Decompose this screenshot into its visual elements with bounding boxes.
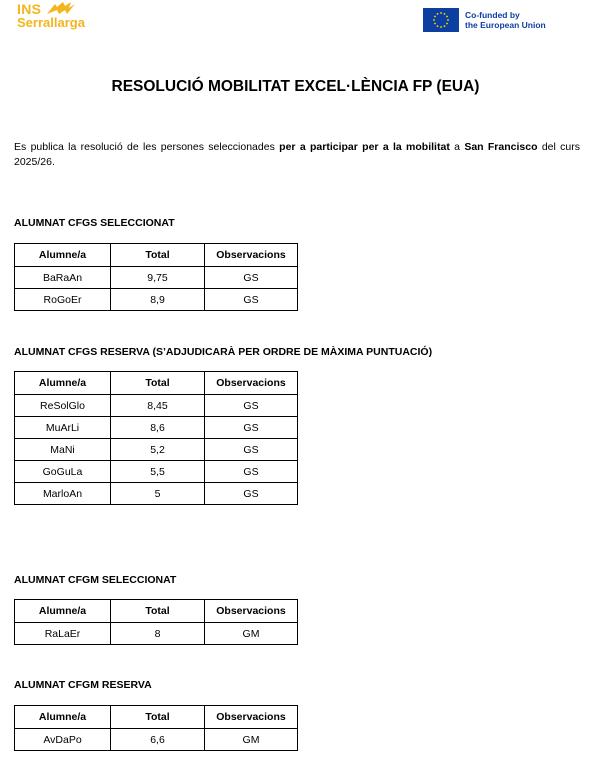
cell-student: GoGuLa	[15, 461, 111, 483]
cell-student: AvDaPo	[15, 729, 111, 751]
intro-part3: del curs 2025/26.	[14, 141, 580, 168]
eu-line-1: Co-funded by	[465, 10, 520, 20]
school-logo-line1: INS	[17, 1, 42, 17]
cell-total: 8	[111, 623, 205, 645]
table-cfgs-reserve	[14, 371, 298, 505]
cell-student: RoGoEr	[15, 289, 111, 311]
intro-bold1: per a participar per a la mobilitat	[279, 141, 450, 153]
table-cfgm-selected	[14, 599, 298, 645]
table-header-row	[15, 600, 298, 623]
document-title: RESOLUCIÓ MOBILITAT EXCEL·LÈNCIA FP (EUA)	[111, 78, 480, 95]
table-row	[15, 461, 298, 483]
cell-observations: GS	[205, 289, 298, 311]
cell-observations: GS	[205, 483, 298, 505]
cell-observations: GS	[205, 417, 298, 439]
col-header-total: Total	[111, 706, 205, 729]
table-row	[15, 729, 298, 751]
cell-total: 6,6	[111, 729, 205, 751]
cell-total: 8,9	[111, 289, 205, 311]
col-header-student: Alumne/a	[15, 706, 111, 729]
cell-student: RaLaEr	[15, 623, 111, 645]
section-heading-cfgs-reserve: ALUMNAT CFGS RESERVA (S’ADJUDICARÀ PER ORDRE DE MÀXIMA PUNTUACIÓ)	[14, 346, 433, 358]
col-header-total: Total	[111, 600, 205, 623]
cell-student: MarloAn	[15, 483, 111, 505]
table-header-row	[15, 706, 298, 729]
cell-total: 5,2	[111, 439, 205, 461]
cell-total: 8,45	[111, 395, 205, 417]
eu-flag-icon	[423, 8, 459, 32]
eu-cofunded-logo	[423, 8, 583, 36]
cell-student: MaNi	[15, 439, 111, 461]
cell-observations: GM	[205, 729, 298, 751]
eu-line-2: the European Union	[465, 20, 546, 30]
table-cfgs-selected	[14, 243, 298, 311]
col-header-observations: Observacions	[205, 600, 298, 623]
intro-paragraph	[14, 140, 580, 170]
table-row	[15, 439, 298, 461]
col-header-observations: Observacions	[205, 706, 298, 729]
cell-observations: GS	[205, 267, 298, 289]
school-logo	[17, 1, 117, 35]
cell-observations: GS	[205, 461, 298, 483]
cell-total: 9,75	[111, 267, 205, 289]
school-logo-line2: Serrallarga	[17, 15, 85, 30]
section-heading-cfgm-reserve: ALUMNAT CFGM RESERVA	[14, 679, 152, 691]
cell-student: BaRaAn	[15, 267, 111, 289]
col-header-observations: Observacions	[205, 244, 298, 267]
col-header-total: Total	[111, 372, 205, 395]
col-header-observations: Observacions	[205, 372, 298, 395]
table-row	[15, 623, 298, 645]
section-heading-cfgs-selected: ALUMNAT CFGS SELECCIONAT	[14, 217, 175, 229]
intro-part1: Es publica la resolució de les persones seleccionades	[14, 141, 280, 153]
table-row	[15, 289, 298, 311]
cell-observations: GS	[205, 395, 298, 417]
table-row	[15, 395, 298, 417]
table-header-row	[15, 372, 298, 395]
table-row	[15, 483, 298, 505]
cell-observations: GM	[205, 623, 298, 645]
table-row	[15, 417, 298, 439]
col-header-student: Alumne/a	[15, 244, 111, 267]
cell-student: ReSolGlo	[15, 395, 111, 417]
table-cfgm-reserve	[14, 705, 298, 751]
school-logo-mark-icon	[45, 1, 107, 15]
section-heading-cfgm-selected: ALUMNAT CFGM SELECCIONAT	[14, 574, 177, 586]
cell-total: 8,6	[111, 417, 205, 439]
cell-total: 5	[111, 483, 205, 505]
table-header-row	[15, 244, 298, 267]
table-row	[15, 267, 298, 289]
cell-observations: GS	[205, 439, 298, 461]
col-header-student: Alumne/a	[15, 600, 111, 623]
eu-cofunded-text	[465, 10, 546, 30]
intro-part2: a	[449, 141, 465, 153]
intro-bold2: San Francisco	[464, 141, 538, 153]
col-header-student: Alumne/a	[15, 372, 111, 395]
cell-student: MuArLi	[15, 417, 111, 439]
cell-total: 5,5	[111, 461, 205, 483]
col-header-total: Total	[111, 244, 205, 267]
